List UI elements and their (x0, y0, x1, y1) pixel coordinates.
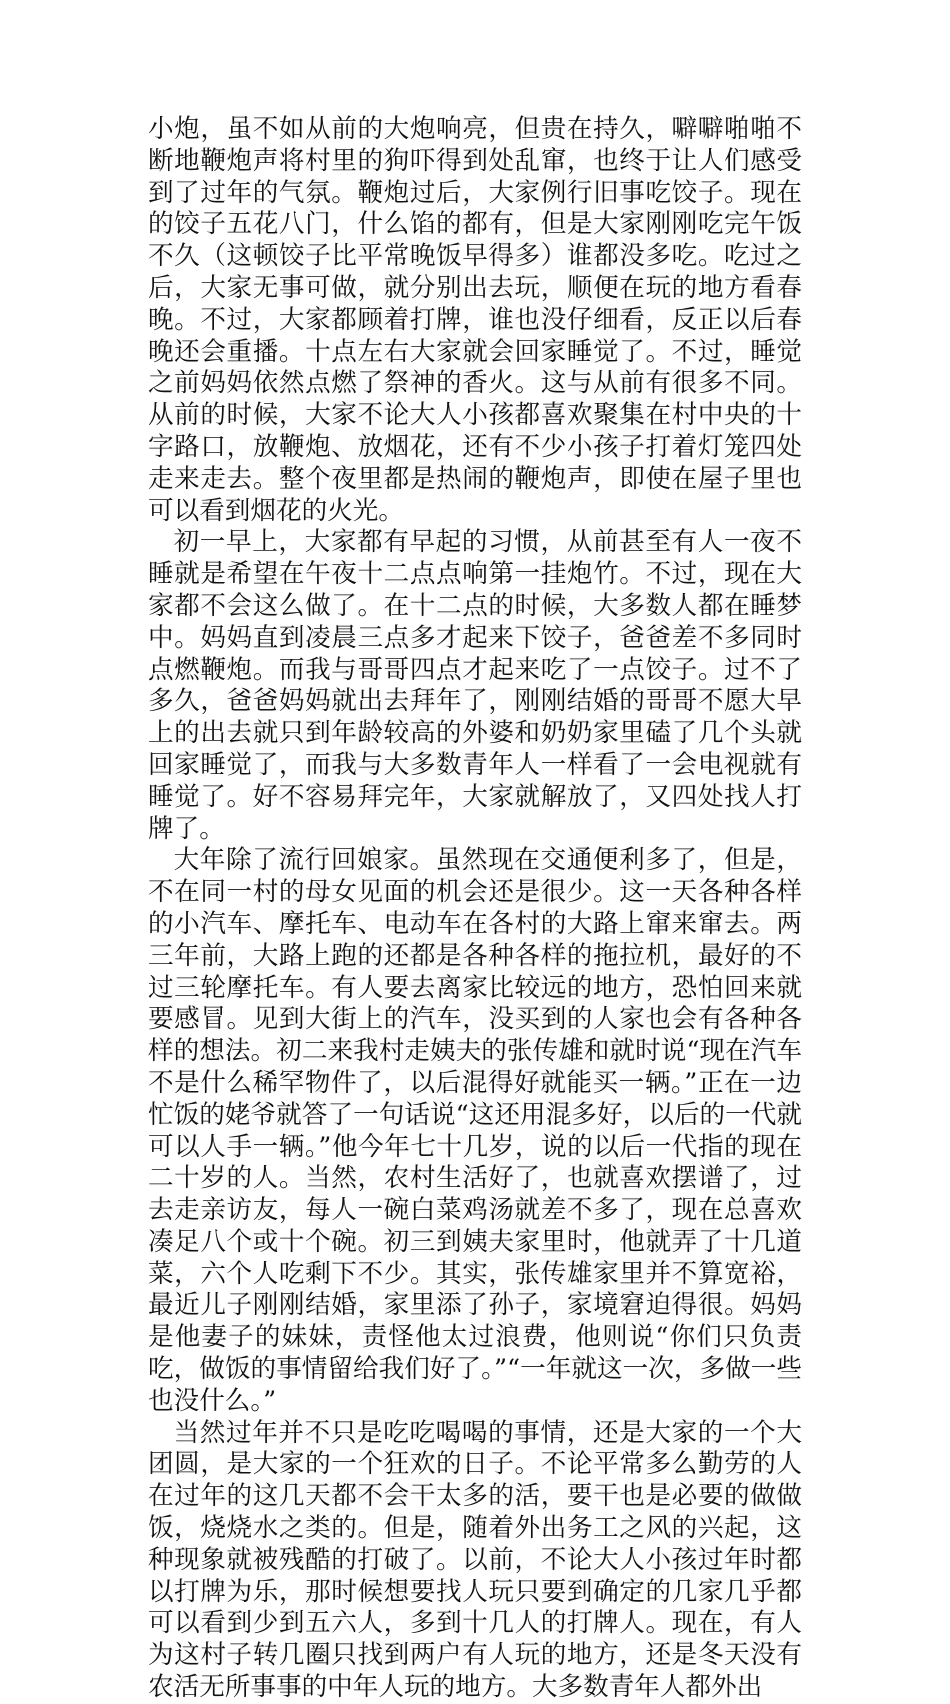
document-body (148, 114, 802, 1704)
paragraph-1: 小炮，虽不如从前的大炮响亮，但贵在持久，噼噼啪啪不断地鞭炮声将村里的狗吓得到处乱窜，也终于让人们感受到了过年的气氛。鞭炮过后，大家例行旧事吃饺子。现在的饺子五花八门，什么馅的都有，但是大家刚刚吃完午饭不久（这顿饺子比平常晚饭早得多）谁都没多吃。吃过之后，大家无事可做，就分别出去玩，顺便在玩的地方看春晚。不过，大家都顾着打牌，谁也没仔细看，反正以后春晚还会重播。十点左右大家就会回家睡觉了。不过，睡觉之前妈妈依然点燃了祭神的香火。这与从前有很多不同。从前的时候，大家不论大人小孩都喜欢聚集在村中央的十字路口，放鞭炮、放烟花，还有不少小孩子打着灯笼四处走来走去。整个夜里都是热闹的鞭炮声，即使在屋子里也可以看到烟花的火光。 (148, 114, 802, 526)
paragraph-2: 初一早上，大家都有早起的习惯，从前甚至有人一夜不睡就是希望在午夜十二点点响第一挂炮竹。不过，现在大家都不会这么做了。在十二点的时候，大多数人都在睡梦中。妈妈直到凌晨三点多才起来下饺子，爸爸差不多同时点燃鞭炮。而我与哥哥四点才起来吃了一点饺子。过不了多久，爸爸妈妈就出去拜年了，刚刚结婚的哥哥不愿大早上的出去就只到年龄较高的外婆和奶奶家里磕了几个头就回家睡觉了，而我与大多数青年人一样看了一会电视就有睡觉了。好不容易拜完年，大家就解放了，又四处找人打牌了。 (148, 527, 802, 844)
paragraph-3: 大年除了流行回娘家。虽然现在交通便利多了，但是，不在同一村的母女见面的机会还是很少。这一天各种各样的小汽车、摩托车、电动车在各村的大路上窜来窜去。两三年前，大路上跑的还都是各种各样的拖拉机，最好的不过三轮摩托车。有人要去离家比较远的地方，恐怕回来就要感冒。见到大街上的汽车，没买到的人家也会有各种各样的想法。初二来我村走姨夫的张传雄和就时说“现在汽车不是什么稀罕物件了，以后混得好就能买一辆。”正在一边忙饭的姥爷就答了一句话说“这还用混多好，以后的一代就可以人手一辆。”他今年七十几岁，说的以后一代指的现在二十岁的人。当然，农村生活好了，也就喜欢摆谱了，过去走亲访友，每人一碗白菜鸡汤就差不多了，现在总喜欢凑足八个或十个碗。初三到姨夫家里时，他就弄了十几道菜，六个人吃剩下不少。其实，张传雄家里并不算宽裕，最近儿子刚刚结婚，家里添了孙子，家境窘迫得很。妈妈是他妻子的妹妹，责怪他太过浪费，他则说“你们只负责吃，做饭的事情留给我们好了。”“一年就这一次，多做一些也没什么。” (148, 845, 802, 1416)
paragraph-4: 当然过年并不只是吃吃喝喝的事情，还是大家的一个大团圆，是大家的一个狂欢的日子。不论平常多么勤劳的人在过年的这几天都不会干太多的活，要干也是必要的做做饭，烧烧水之类的。但是，随着外出务工之风的兴起，这种现象就被残酷的打破了。以前，不论大人小孩过年时都以打牌为乐，那时候想要找人玩只要到确定的几家几乎都可以看到少到五六人，多到十几人的打牌人。现在，有人为这村子转几圈只找到两户有人玩的地方，还是冬天没有农活无所事事的中年人玩的地方。大多数青年人都外出 (148, 1417, 802, 1703)
